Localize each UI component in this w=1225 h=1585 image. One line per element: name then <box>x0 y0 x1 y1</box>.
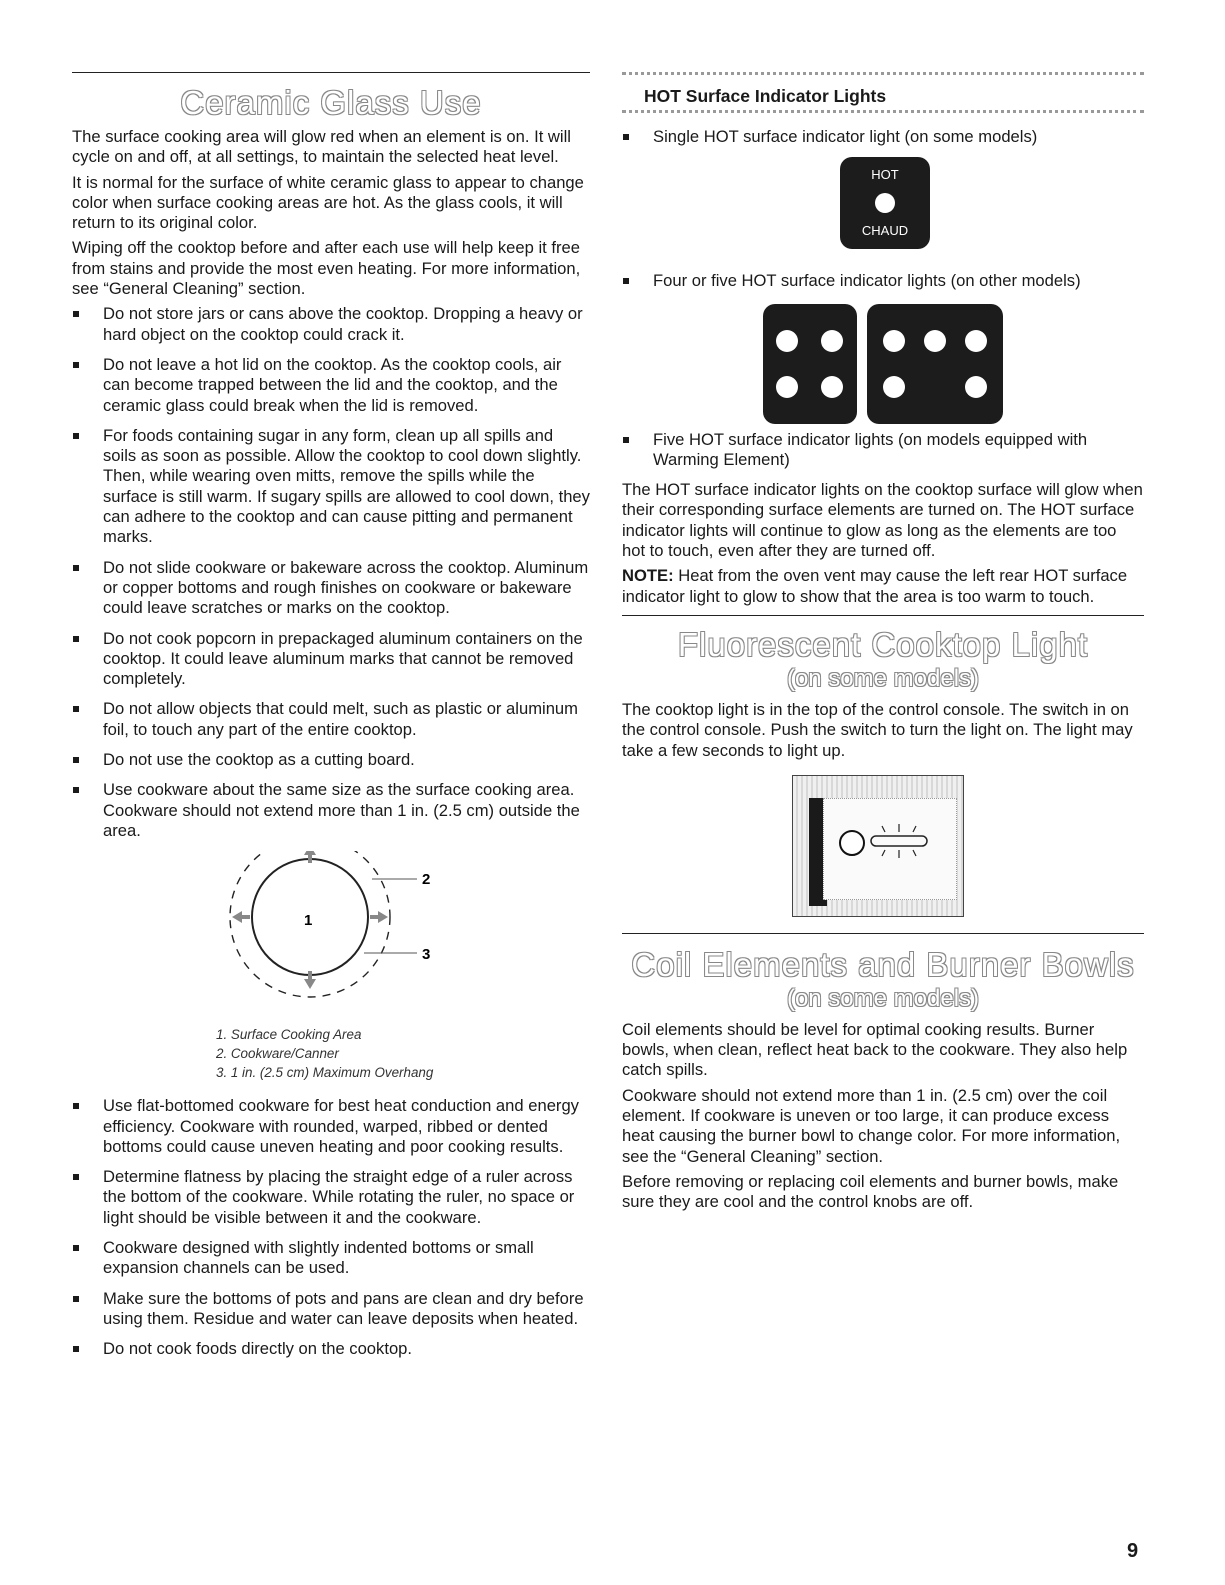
light-rays-icon <box>865 822 935 862</box>
hot-light-icon <box>883 330 905 352</box>
list-item: Determine flatness by placing the straight edge of a ruler across the bottom of the cookware. While rotating the ruler, no space or light should be visible between it and the cookware. <box>72 1167 590 1228</box>
hot-light-icon <box>776 376 798 398</box>
hot-light-icon <box>924 330 946 352</box>
paragraph: Cookware should not extend more than 1 in. (2.5 cm) over the coil element. If cookware is uneven or too large, it can produce excess heat causing the burner bowl to change color. For more information, see the “General Cleaning” section. <box>622 1085 1121 1166</box>
paragraph: Coil elements should be level for optimal cooking results. Burner bowls, when clean, reflect heat back to the cookware. They also help catch spills. <box>622 1019 1128 1080</box>
note-paragraph <box>622 566 1144 607</box>
switch-knob-icon <box>839 830 865 856</box>
list-item: Five HOT surface indicator lights (on models equipped with Warming Element) <box>622 430 1144 471</box>
arrow-left-icon <box>232 911 250 923</box>
bullet-list-ceramic <box>72 304 590 841</box>
chaud-label: CHAUD <box>861 223 909 239</box>
note-label: NOTE: <box>622 566 674 586</box>
hot-light-icon <box>821 330 843 352</box>
paragraph: The cooktop light is in the top of the control console. The switch in on the control console. Push the switch to turn the light on. The light may take a few seconds to light up. <box>622 699 1133 760</box>
top-rule-left <box>72 72 590 73</box>
list-item: Do not leave a hot lid on the cooktop. As the cooktop cools, air can become trapped between the lid and the cooktop, and the ceramic glass could break when the lid is removed. <box>72 355 590 416</box>
left-column <box>72 72 590 1369</box>
section-title-coil: Coil Elements and Burner Bowls <box>631 945 1135 983</box>
section-subtitle-coil: (on some models) <box>786 984 980 1012</box>
hot-light-icon <box>875 193 895 213</box>
cookware-size-diagram <box>72 851 590 1021</box>
list-item: Do not allow objects that could melt, such as plastic or aluminum foil, to touch any part of the entire cooktop. <box>72 699 590 740</box>
caption: 1. Surface Cooking Area <box>216 1027 362 1043</box>
hot-light-icon <box>965 330 987 352</box>
section-divider <box>622 933 1144 934</box>
right-column <box>622 72 1144 1218</box>
hot-light-icon <box>965 376 987 398</box>
five-light-panel <box>867 304 1003 424</box>
list-item: Four or five HOT surface indicator lights (on other models) <box>622 271 1144 291</box>
paragraph: The HOT surface indicator lights on the cooktop surface will glow when their corresponding surface elements are turned on. The HOT surface indicator lights will continue to glow as long as the elements are too hot to touch, even after they are turned off. <box>622 480 1143 561</box>
list-item: For foods containing sugar in any form, clean up all spills and soils as soon as possible. Allow the cooktop to cool down slightly. Then, while wearing oven mitts, remove the spills while the surface is still warm. If sugary spills are allowed to cool down, they can adhere to the cooktop and can cause pitting and permanent marks. <box>72 426 590 548</box>
caption: 2. Cookware/Canner <box>216 1046 339 1062</box>
bullet-list-cookware <box>72 1096 590 1359</box>
caption: 3. 1 in. (2.5 cm) Maximum Overhang <box>216 1065 434 1081</box>
paragraph: Before removing or replacing coil elements and burner bowls, make sure they are cool and the control knobs are off. <box>622 1171 1119 1212</box>
list-item: Do not store jars or cans above the cooktop. Dropping a heavy or hard object on the cooktop could crack it. <box>72 304 590 345</box>
paragraph: The surface cooking area will glow red when an element is on. It will cycle on and off, at all settings, to maintain the selected heat level. <box>72 127 571 167</box>
hot-bullet-2 <box>622 271 1144 291</box>
fluorescent-switch-illustration <box>792 775 964 917</box>
hot-label: HOT <box>871 167 899 183</box>
arrow-up-icon <box>304 851 316 863</box>
list-item: Make sure the bottoms of pots and pans are clean and dry before using them. Residue and water can leave deposits when heated. <box>72 1289 590 1330</box>
list-item: Do not cook popcorn in prepackaged aluminum containers on the cooktop. It could leave aluminum marks that cannot be removed completely. <box>72 629 590 690</box>
single-hot-indicator-panel <box>840 157 930 249</box>
diagram-captions <box>72 1025 590 1082</box>
list-item: Do not use the cooktop as a cutting board. <box>72 750 590 770</box>
section-title-ceramic: Ceramic Glass Use <box>180 84 482 121</box>
diagram-label-1: 1 <box>304 912 313 930</box>
list-item: Single HOT surface indicator light (on some models) <box>622 127 1144 147</box>
list-item: Cookware designed with slightly indented bottoms or small expansion channels can be used. <box>72 1238 590 1279</box>
section-divider <box>622 615 1144 616</box>
hot-light-icon <box>883 376 905 398</box>
list-item: Do not slide cookware or bakeware across the cooktop. Aluminum or copper bottoms and rough finishes on cookware or bakeware could leave scratches or marks on the cooktop. <box>72 558 590 619</box>
section-title-fluorescent: Fluorescent Cooktop Light <box>677 625 1089 663</box>
arrow-down-icon <box>304 971 316 989</box>
list-item: Use flat-bottomed cookware for best heat conduction and energy efficiency. Cookware with rounded, warped, ribbed or dented bottoms could cause uneven heating and poor cooking results. <box>72 1096 590 1157</box>
hot-lights-heading: HOT Surface Indicator Lights <box>644 86 887 106</box>
hot-light-icon <box>776 330 798 352</box>
page-number: 9 <box>1127 1540 1139 1562</box>
section-subtitle-fluorescent: (on some models) <box>786 664 980 692</box>
diagram-label-2: 2 <box>422 871 431 889</box>
note-text: Heat from the oven vent may cause the left rear HOT surface indicator light to glow to show that the area is too warm to touch. <box>622 566 1128 606</box>
top-rule-right <box>622 72 1144 75</box>
multi-hot-indicator-panels <box>622 304 1144 428</box>
four-light-panel <box>763 304 857 424</box>
heading-underline <box>622 110 1144 113</box>
paragraph: It is normal for the surface of white ceramic glass to appear to change color when surface cooking areas are hot. As the glass cools, it will return to its original color. <box>72 172 584 233</box>
paragraph: Wiping off the cooktop before and after each use will help keep it free from stains and provide the most even heating. For more information, see “General Cleaning” section. <box>72 238 581 299</box>
hot-bullet-1 <box>622 127 1144 147</box>
arrow-right-icon <box>370 911 388 923</box>
list-item: Use cookware about the same size as the surface cooking area. Cookware should not extend more than 1 in. (2.5 cm) outside the area. <box>72 780 590 841</box>
hot-light-icon <box>821 376 843 398</box>
hot-bullet-3 <box>622 430 1144 471</box>
list-item: Do not cook foods directly on the cooktop. <box>72 1339 590 1359</box>
diagram-label-3: 3 <box>422 946 431 964</box>
